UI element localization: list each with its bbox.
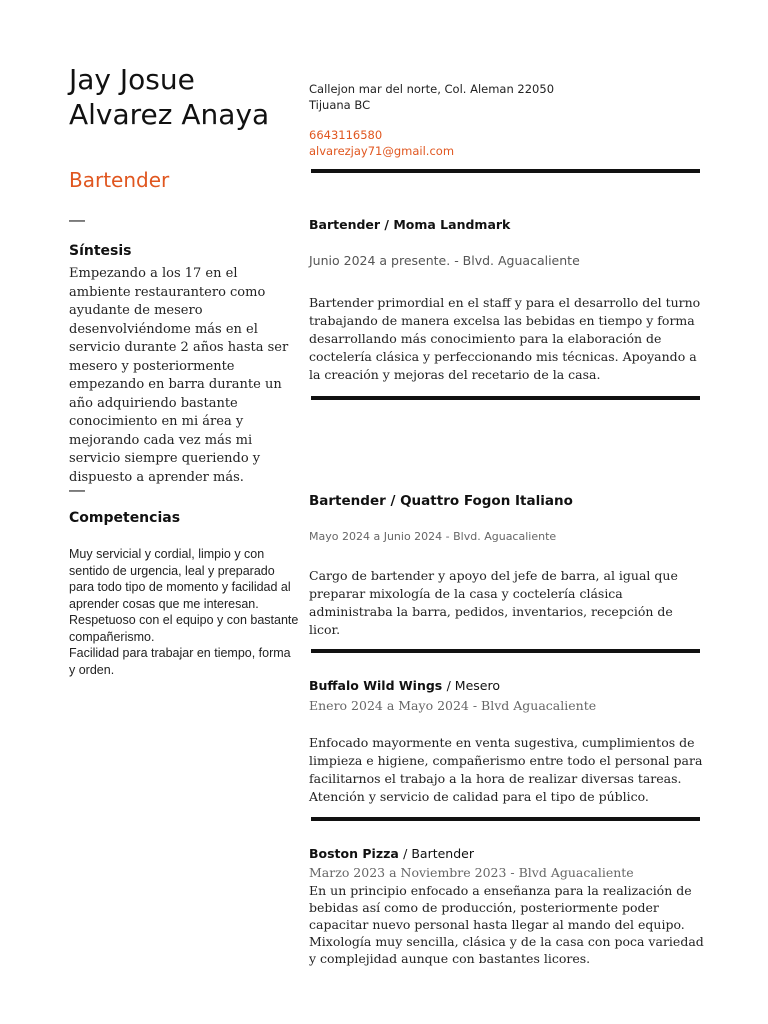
divider — [311, 817, 700, 821]
job-description: Cargo de bartender y apoyo del jefe de barra, al igual que preparar mixología de la casa y coctelería clásica administraba la barra, pedidos, inventarios, recepción de licor. — [309, 568, 678, 637]
name-line-1: Jay Josue — [69, 63, 195, 96]
divider — [311, 396, 700, 400]
skills-heading: Competencias — [69, 510, 181, 526]
job-title-main: Bartender / Quattro Fogon Italiano — [309, 493, 573, 509]
job-description-line: En un principio enfocado a enseñanza para la realización de bebidas así como de producción, posteriormente poder capacitar nuevo personal hasta llegar al mando del equipo. — [309, 883, 692, 932]
job-description-line: Mixología muy sencilla, clásica y de la casa con poca variedad y complejidad aunque con bastantes licores. — [309, 934, 704, 966]
email-link[interactable]: alvarezjay71@gmail.com — [309, 143, 455, 158]
job-dates-location: Mayo 2024 a Junio 2024 - Blvd. Aguacaliente — [309, 530, 557, 543]
summary-dash: — — [69, 212, 85, 229]
job-role: / Mesero — [446, 678, 500, 693]
skills-text — [69, 546, 299, 678]
job-title — [309, 217, 510, 232]
job-title — [309, 678, 500, 693]
job-role-title: Bartender — [69, 168, 170, 192]
skill-line: Facilidad para trabajar en tiempo, forma y orden. — [69, 646, 291, 677]
divider — [311, 169, 700, 173]
job-title — [309, 846, 474, 861]
job-title-main: Bartender / Moma Landmark — [309, 217, 511, 232]
job-dates-location: Junio 2024 a presente. - Blvd. Aguacaliente — [309, 253, 580, 268]
job-description: Enfocado mayormente en venta sugestiva, cumplimientos de limpieza e higiene, compañerismo entre todo el personal para facilitarnos el trabajo a la hora de realizar diversas tareas. Atención y servicio de calidad para el tipo de público. — [309, 735, 703, 804]
summary-heading: Síntesis — [69, 243, 132, 259]
job-company: Buffalo Wild Wings — [309, 678, 447, 693]
skill-line: Respetuoso con el equipo y con bastante compañerismo. — [69, 613, 299, 644]
job-role: / Bartender — [403, 846, 474, 861]
contact-block — [309, 82, 589, 159]
candidate-name — [69, 62, 299, 132]
phone-link[interactable]: 6643116580 — [309, 128, 383, 142]
skill-line: Muy servicial y cordial, limpio y con sentido de urgencia, leal y preparado para todo tipo de momento y facilidad al aprender cosas que me interesan. — [69, 547, 291, 611]
address-line-2: Tijuana BC — [309, 97, 371, 112]
job-description: Bartender primordial en el staff y para el desarrollo del turno trabajando de manera excelsa las bebidas en tiempo y forma desarrollando más conocimiento para la elaboración de coctelería clásica y perfeccionando mis técnicas. Apoyando a la creación y mejoras del recetario de la casa. — [309, 295, 701, 382]
job-title — [309, 493, 573, 509]
address-line-1: Callejon mar del norte, Col. Aleman 22050 — [309, 82, 555, 96]
job-dates-location: Marzo 2023 a Noviembre 2023 - Blvd Aguacaliente — [309, 865, 634, 880]
job-description — [309, 882, 704, 967]
skills-dash: — — [69, 482, 85, 499]
divider — [311, 649, 700, 653]
summary-text: Empezando a los 17 en el ambiente restaurantero como ayudante de mesero desenvolviéndome más en el servicio durante 2 años hasta ser mesero y posteriormente empezando en barra durante un año adquiriendo bastante conocimiento en mi área y mejorando cada vez más mi servicio siempre queriendo y dispuesto a aprender más. — [69, 266, 289, 485]
job-company: Boston Pizza — [309, 846, 404, 861]
name-line-2: Alvarez Anaya — [69, 98, 270, 131]
job-dates-location: Enero 2024 a Mayo 2024 - Blvd Aguacaliente — [309, 698, 597, 713]
